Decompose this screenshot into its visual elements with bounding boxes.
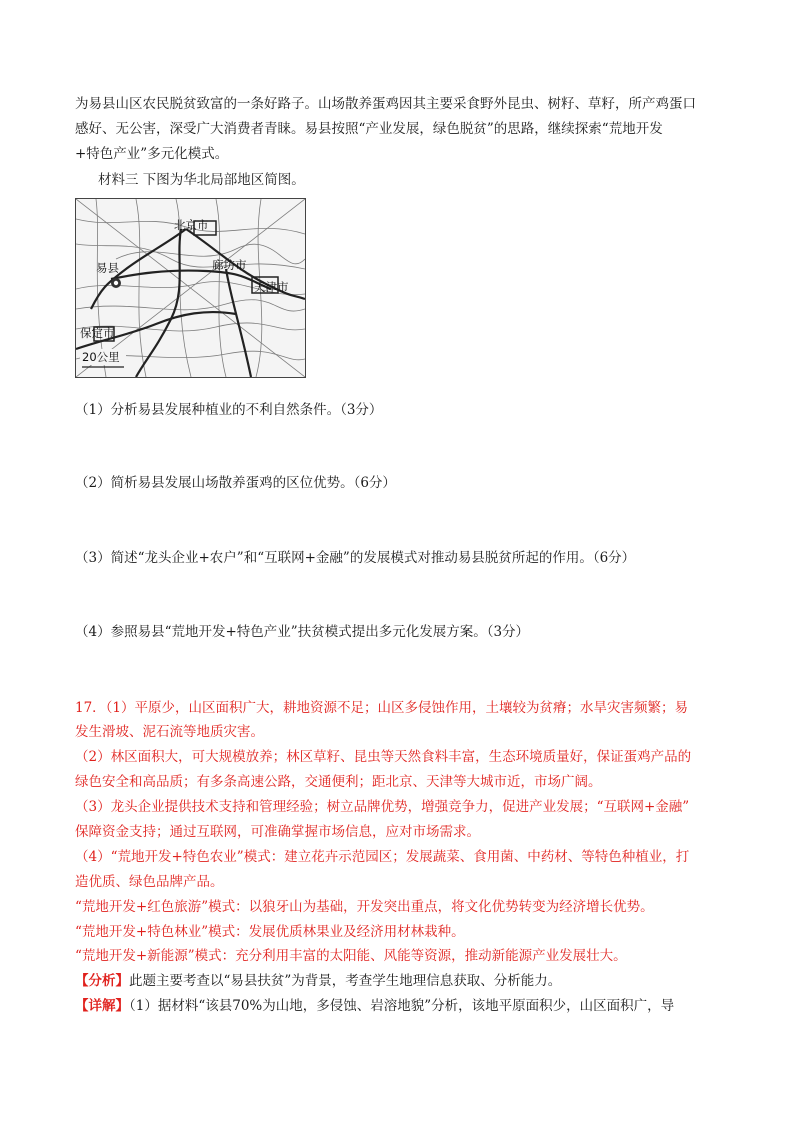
answer-line: 造优质、绿色品牌产品。 <box>75 874 224 890</box>
answer-line: “荒地开发+特色林业”模式：发展优质林果业及经济用材林栽种。 <box>75 924 465 940</box>
question-4: （4）参照易县“荒地开发+特色产业”扶贫模式提出多元化发展方案。（3分） <box>75 624 530 640</box>
langfang-label: 廊坊市 <box>212 258 247 272</box>
detail-tag: 【详解】 <box>75 998 129 1014</box>
answer-line: 绿色安全和高品质；有多条高速公路，交通便利；距北京、天津等大城市近，市场广阔。 <box>75 774 602 790</box>
material-text-line: +特色产业”多元化模式。 <box>75 146 229 162</box>
answer-line: （4）“荒地开发+特色农业”模式：建立花卉示范园区；发展蔬菜、食用菌、中药材、等特色种植业，打 <box>75 849 690 865</box>
answer-line: 17．（1）平原少，山区面积广大，耕地资源不足；山区多侵蚀作用，土壤较为贫瘠；水旱灾害频繁；易 <box>75 700 689 716</box>
baoding-label: 保定市 <box>80 326 115 340</box>
map-graphic <box>76 199 305 377</box>
yixian-label: 易县 <box>96 261 119 275</box>
question-2: （2）简析易县发展山场散养蛋鸡的区位优势。（6分） <box>75 475 396 491</box>
north-china-map <box>75 198 306 378</box>
material-text-line: 感好、无公害，深受广大消费者青睐。易县按照“产业发展，绿色脱贫”的思路，继续探索“荒地开发 <box>75 121 663 137</box>
detail-line <box>75 996 674 1016</box>
question-1: （1）分析易县发展种植业的不利自然条件。（3分） <box>75 402 383 418</box>
material-three-caption: 材料三 下图为华北局部地区简图。 <box>98 172 305 188</box>
answer-line: （3）龙头企业提供技术支持和管理经验；树立品牌优势，增强竞争力，促进产业发展；“互联网+金融” <box>75 799 690 815</box>
answer-line: 保障资金支持；通过互联网，可准确掌握市场信息，应对市场需求。 <box>75 824 480 840</box>
answer-line: 发生滑坡、泥石流等地质灾害。 <box>75 724 264 740</box>
detail-text: （1）据材料“该县70%为山地，多侵蚀、岩溶地貌”分析，该地平原面积少，山区面积广，导 <box>129 998 675 1014</box>
answer-line: （2）林区面积大，可大规模放养；林区草籽、昆虫等天然食料丰富，生态环境质量好，保证蛋鸡产品的 <box>75 749 692 765</box>
question-3: （3）简述“龙头企业+农户”和“互联网+金融”的发展模式对推动易县脱贫所起的作用。（6分） <box>75 550 636 566</box>
tianjin-label: 天津市 <box>254 280 289 294</box>
beijing-label: 北京市 <box>174 218 209 232</box>
material-text-line: 为易县山区农民脱贫致富的一条好路子。山场散养蛋鸡因其主要采食野外昆虫、树籽、草籽，所产鸡蛋口 <box>75 96 696 112</box>
answer-line: “荒地开发+红色旅游”模式：以狼牙山为基础，开发突出重点，将文化优势转变为经济增长优势。 <box>75 899 654 915</box>
yixian-marker-center <box>114 281 118 285</box>
analysis-text: 此题主要考查以“易县扶贫”为背景，考查学生地理信息获取、分析能力。 <box>129 973 562 989</box>
answer-line: “荒地开发+新能源”模式：充分利用丰富的太阳能、风能等资源，推动新能源产业发展壮大。 <box>75 948 627 964</box>
analysis-line <box>75 971 561 991</box>
analysis-tag: 【分析】 <box>75 973 129 989</box>
scale-label: 20公里 <box>82 350 120 364</box>
